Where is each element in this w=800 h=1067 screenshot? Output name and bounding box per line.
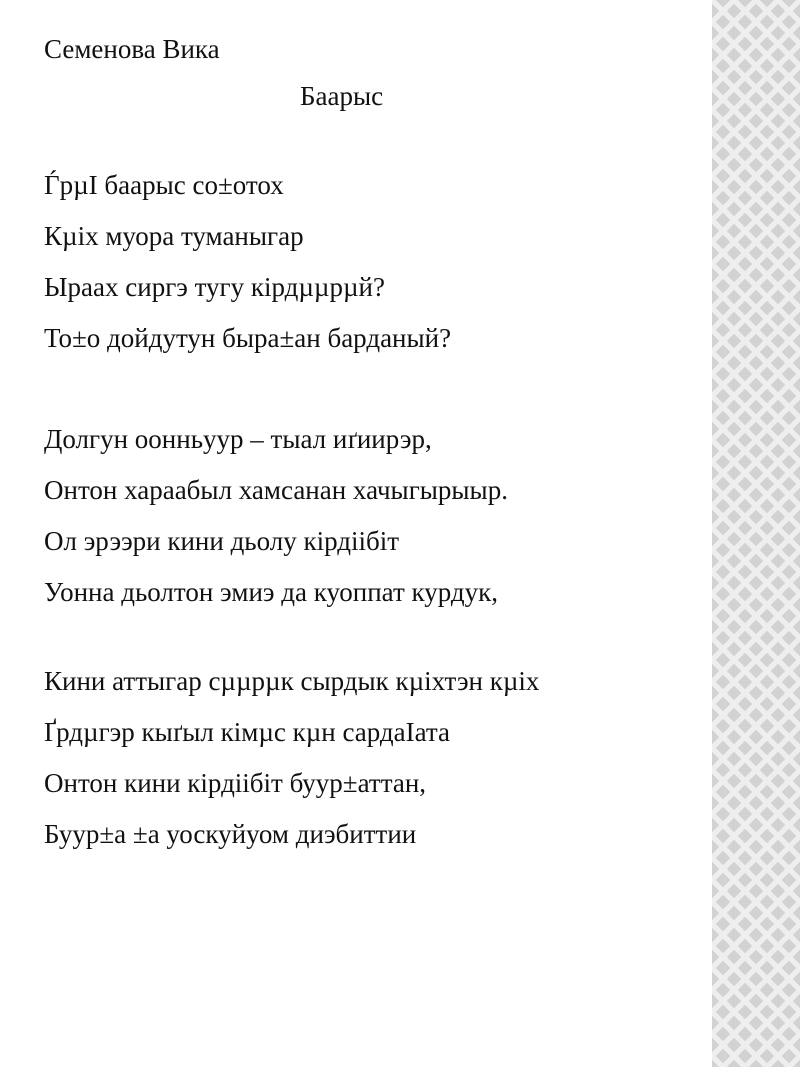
poem-line: Ол эрээри кини дьолу кірдіібіт bbox=[44, 526, 400, 556]
poem-title: Баарыс bbox=[300, 81, 384, 111]
poem-line: Ыраах сиргэ тугу кірдµµрµй? bbox=[44, 272, 385, 302]
poem-line: Онтон хараабыл хамсанан хачыгырыыр. bbox=[44, 475, 508, 505]
poem-line: Кини аттыгар сµµрµк сырдык кµіхтэн кµіх bbox=[44, 666, 540, 696]
stanza-3 bbox=[44, 664, 684, 860]
poem-line: ЃрµІ баарыс со±отох bbox=[44, 170, 284, 200]
poem-line: Ґрдµгэр кыґыл кімµс кµн сардаІата bbox=[44, 717, 451, 747]
poem-line: Долгун оонньуур – тыал иґиирэр, bbox=[44, 424, 432, 454]
author-name: Семенова Вика bbox=[44, 34, 220, 64]
poem-line: Кµіх муора туманыгар bbox=[44, 221, 304, 251]
decorative-side-pattern bbox=[712, 0, 800, 1067]
poem-line: Буур±а ±а уоскуйуом диэбиттии bbox=[44, 819, 417, 849]
stanza-2 bbox=[44, 414, 684, 618]
poem-line: Уонна дьолтон эмиэ да куоппат курдук, bbox=[44, 577, 498, 607]
poem-line: То±о дойдутун быра±ан барданый? bbox=[44, 323, 452, 353]
stanza-1 bbox=[44, 160, 684, 364]
poem-line: Онтон кини кірдіібіт буур±аттан, bbox=[44, 768, 427, 798]
poem-content bbox=[44, 28, 684, 860]
